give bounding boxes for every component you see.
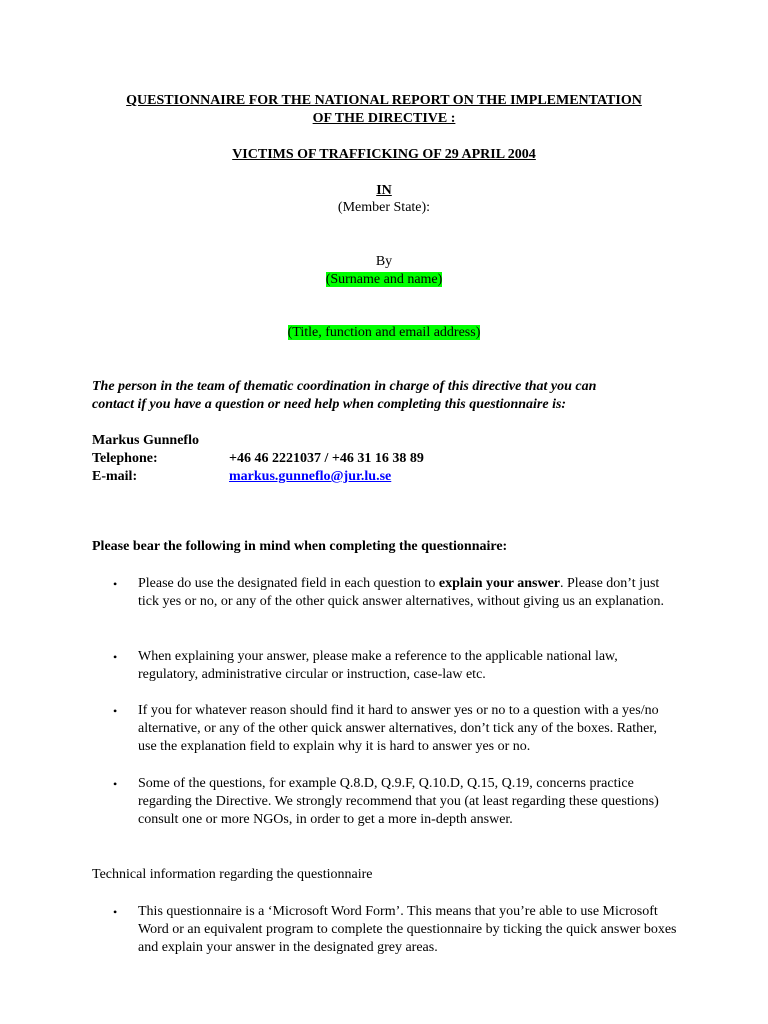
telephone-value: +46 46 2221037 / +46 31 16 38 89 <box>229 451 424 466</box>
title-function-email-field[interactable]: (Title, function and email address) <box>287 325 481 340</box>
email-link[interactable]: markus.gunneflo@jur.lu.se <box>229 469 392 484</box>
member-state-label: (Member State): <box>337 200 431 215</box>
guideline-item-2: When explaining your answer, please make a reference to the applicable national law, regulatory, administrative circular or instruction, case-law etc. <box>138 649 618 682</box>
guideline-item-1 <box>138 575 678 611</box>
by-label: By <box>375 254 393 269</box>
contact-intro-line2: contact if you have a question or need help when completing this questionnaire is: <box>92 397 567 412</box>
guideline-item-1-bold: explain your answer <box>438 576 561 591</box>
technical-item-1: This questionnaire is a ‘Microsoft Word Form’. This means that you’re able to use Microsoft Word or an equivalent program to complete the questionnaire by ticking the quick answer boxes and explain your answer in the designated grey areas. <box>138 904 677 955</box>
document-subtitle: VICTIMS OF TRAFFICKING OF 29 APRIL 2004 <box>232 147 536 162</box>
guideline-item-1-pre: Please do use the designated field in each question to <box>138 576 439 591</box>
bullet-marker: • <box>113 577 118 591</box>
surname-field[interactable]: (Surname and name) <box>325 272 443 287</box>
document-title-line1: QUESTIONNAIRE FOR THE NATIONAL REPORT ON THE IMPLEMENTATION <box>126 93 642 108</box>
contact-intro-line1: The person in the team of thematic coordination in charge of this directive that you can <box>92 379 597 394</box>
in-label: IN <box>376 183 392 198</box>
document-title-line2: OF THE DIRECTIVE : <box>312 111 456 126</box>
bullet-marker: • <box>113 704 118 718</box>
contact-name: Markus Gunneflo <box>92 433 199 448</box>
surname-field-wrap <box>0 271 768 289</box>
bullet-marker: • <box>113 905 118 919</box>
guideline-item-4: Some of the questions, for example Q.8.D, Q.9.F, Q.10.D, Q.15, Q.19, concerns practice regarding the Directive. We strongly recommend that you (at least regarding these questions) consult one or more NGOs, in order to get a more in-depth answer. <box>138 776 659 827</box>
guideline-item-3: If you for whatever reason should find it hard to answer yes or no to a question with a yes/no alternative, or any of the other quick answer alternatives, don’t tick any of the boxes. Rather, use the explanation field to explain why it is hard to answer yes or no. <box>138 703 659 754</box>
title-field-wrap <box>0 324 768 342</box>
telephone-label: Telephone: <box>92 451 158 466</box>
email-label: E-mail: <box>92 469 138 484</box>
bullet-marker: • <box>113 777 118 791</box>
technical-heading: Technical information regarding the questionnaire <box>92 867 373 882</box>
guideline-item-1-post: . Please don’t just tick yes or no, or any of the other quick answer alternatives, without giving us an explanation. <box>138 576 665 609</box>
guidelines-heading: Please bear the following in mind when completing the questionnaire: <box>92 539 508 554</box>
bullet-marker: • <box>113 650 118 664</box>
